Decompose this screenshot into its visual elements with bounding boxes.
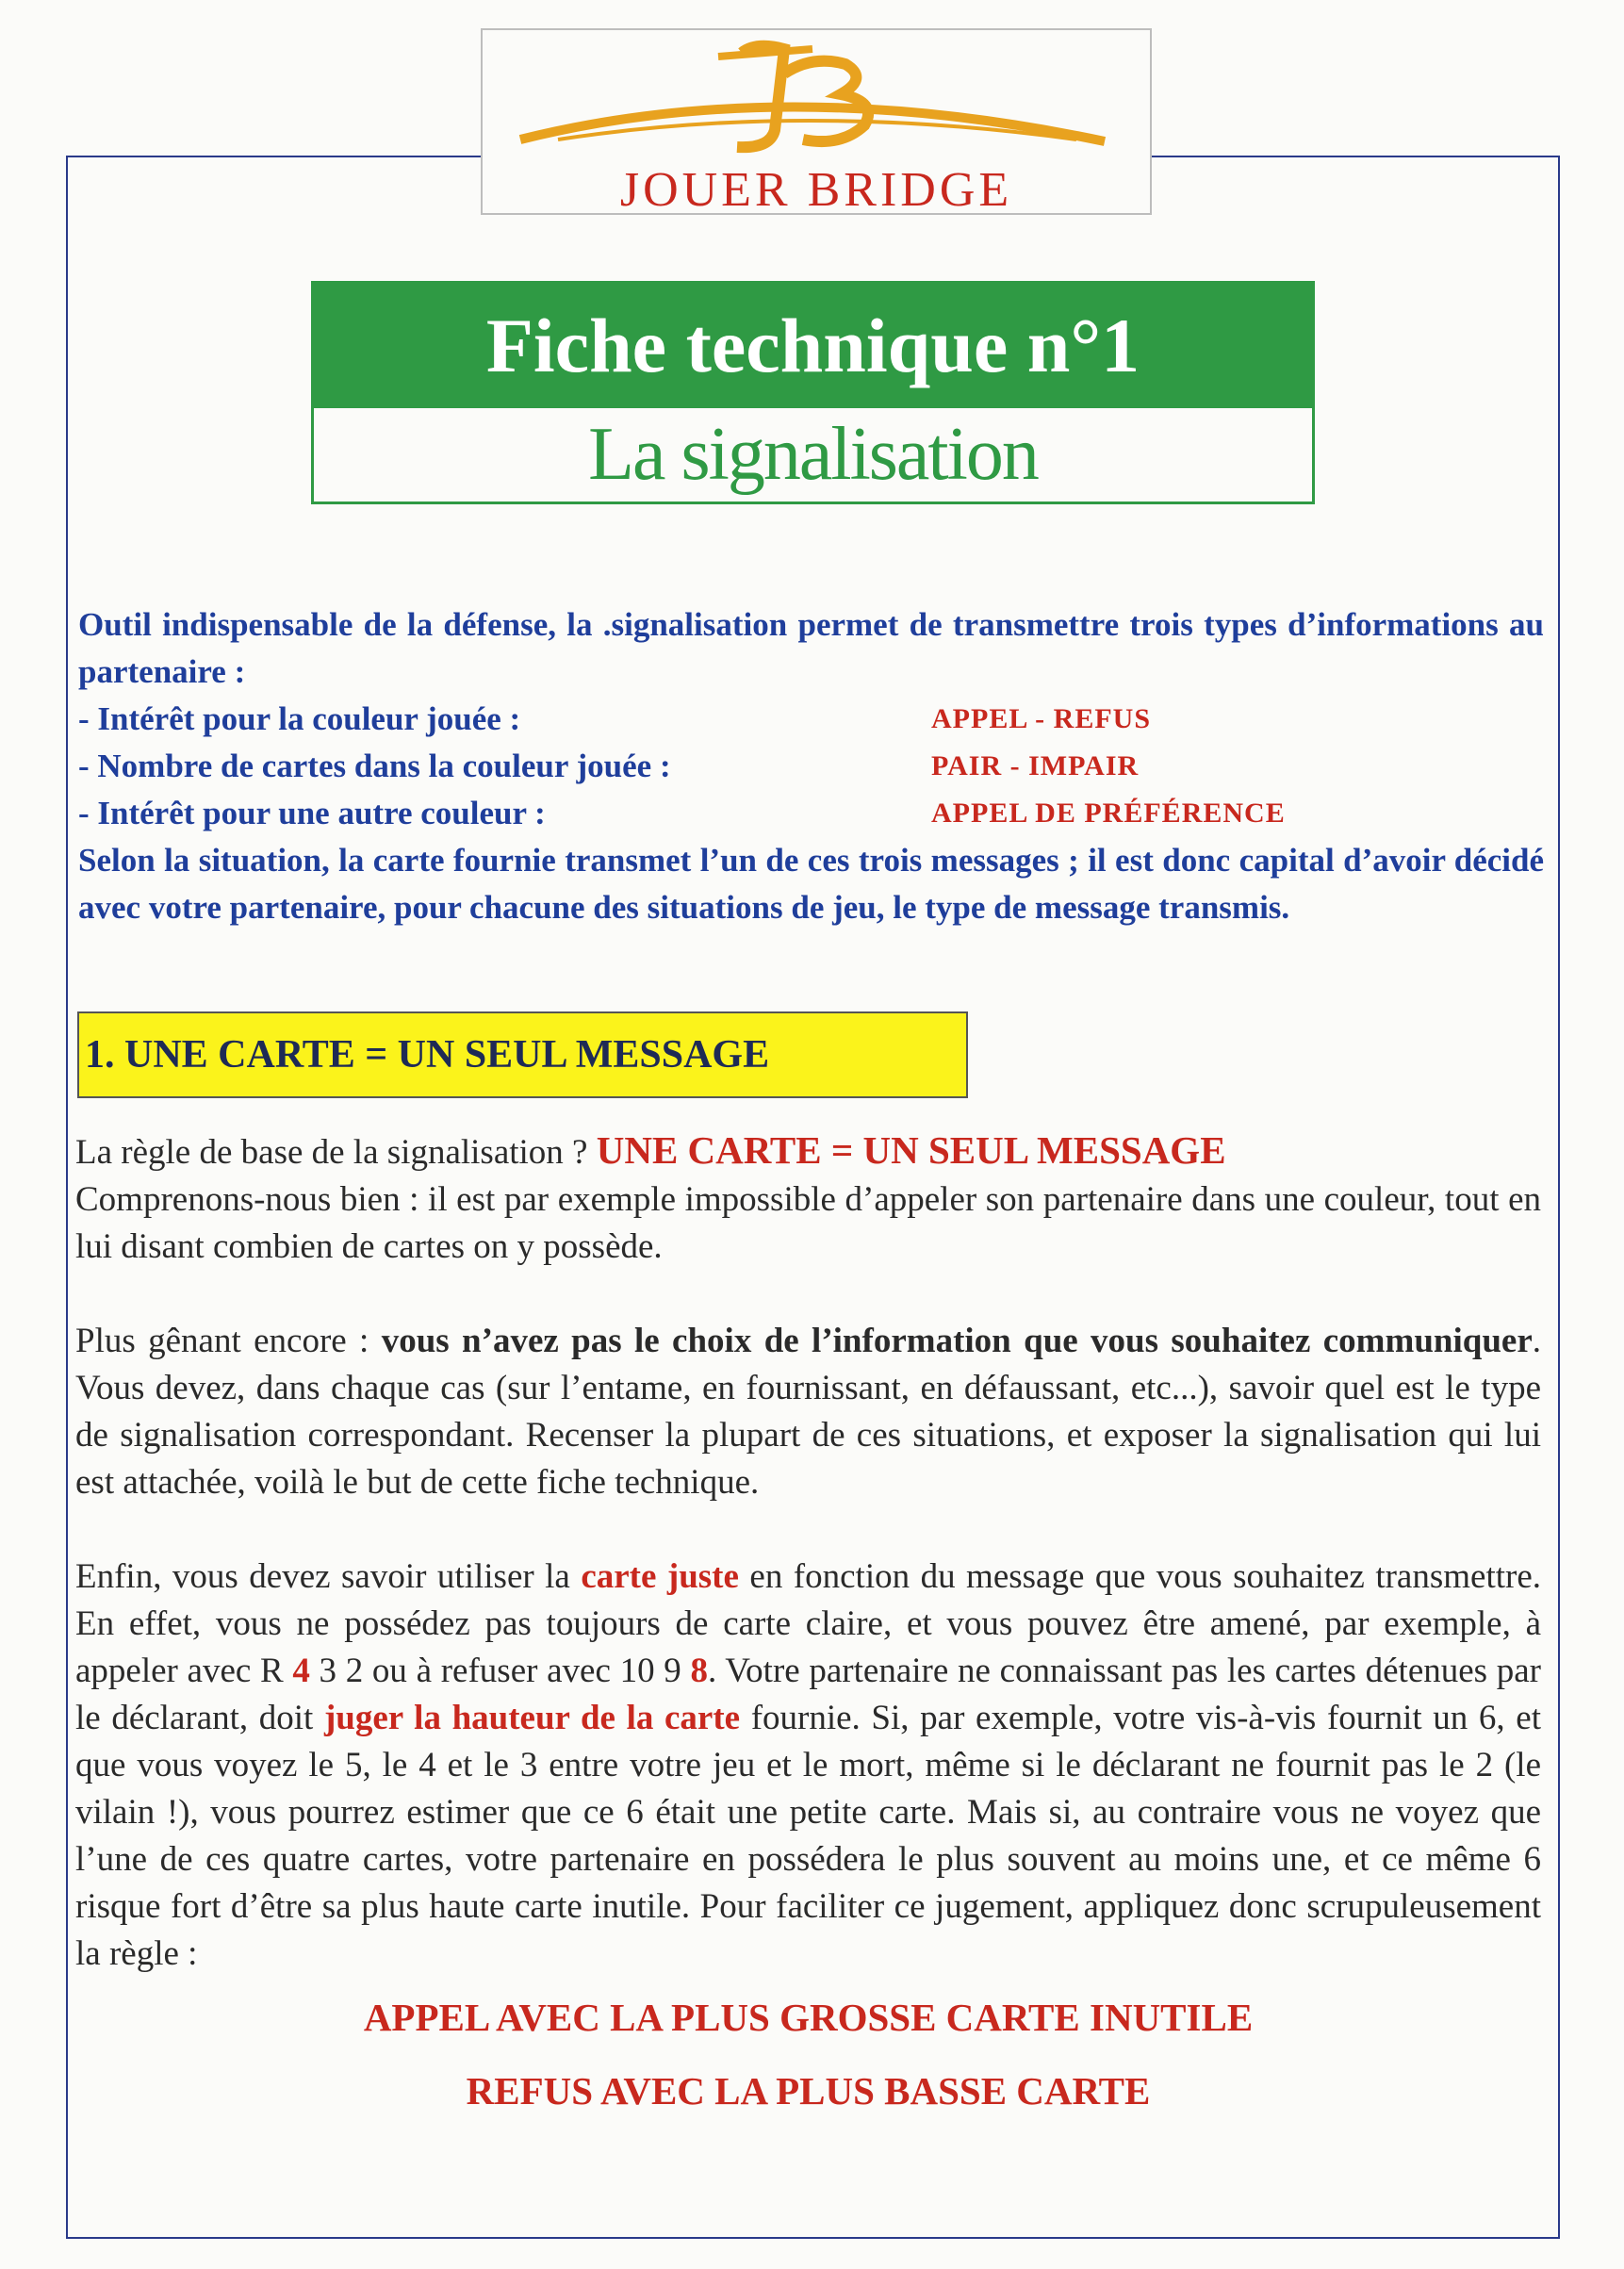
text-run: Plus gênant encore : <box>75 1322 382 1360</box>
text-run: 3 2 ou à refuser avec 10 9 <box>309 1652 691 1690</box>
list-item-label: - Intérêt pour la couleur jouée : <box>78 700 521 737</box>
logo <box>481 28 1152 215</box>
rule-refus: REFUS AVEC LA PLUS BASSE CARTE <box>466 2069 1151 2113</box>
list-item <box>78 743 1544 790</box>
logo-emblem-icon <box>501 36 1133 158</box>
intro-block <box>78 601 1544 931</box>
list-item-label: - Intérêt pour une autre couleur : <box>78 795 546 831</box>
text-run: . Vous devez, dans chaque cas (sur l’entame, en fournissant, en défaussant, etc...), savoir quel est le type de signalisation correspondant. Recenser la plupart de ces situations, et exposer la signalisation qui lui est attachée, voilà le but de cette fiche technique. <box>75 1322 1542 1502</box>
list-item-code: APPEL DE PRÉFÉRENCE <box>931 797 1286 829</box>
list-item-code: APPEL - REFUS <box>931 703 1152 734</box>
paragraph-right-card <box>75 1554 1541 1978</box>
paragraph-understand: Comprenons-nous bien : il est par exemple impossible d’appeler son partenaire dans une couleur, tout en lui disant combien de cartes on y possède. <box>75 1180 1541 1266</box>
section-body <box>75 1126 1541 2125</box>
list-item-label: - Nombre de cartes dans la couleur jouée : <box>78 748 671 784</box>
rule-lead: La règle de base de la signalisation ? <box>75 1133 597 1172</box>
page-title: Fiche technique n°1 <box>314 284 1312 408</box>
text-highlight: carte juste <box>581 1557 739 1596</box>
rule-statement <box>75 1126 1541 1176</box>
rule-appel: APPEL AVEC LA PLUS GROSSE CARTE INUTILE <box>363 1996 1254 2039</box>
intro-closing: Selon la situation, la carte fournie transmet l’un de ces trois messages ; il est donc capital d’avoir décidé avec votre partenaire, pour chacune des situations de jeu, le type de message transmis. <box>78 842 1544 926</box>
title-box <box>311 281 1315 504</box>
text-run: . Votre partenaire ne connaissant pas les cartes détenues par le déclarant, doit <box>75 1652 1541 1737</box>
text-run: Enfin, vous devez savoir utiliser la <box>75 1557 582 1596</box>
text-highlight: juger la hauteur de la carte <box>323 1699 741 1737</box>
rule-highlight: UNE CARTE = UN SEUL MESSAGE <box>596 1128 1226 1172</box>
logo-wordmark: JOUER BRIDGE <box>619 163 1013 217</box>
text-run: en fonction du message que vous souhaitez transmettre. En effet, vous ne possédez pas toujours de carte claire, et vous pouvez être amené, par exemple, à appeler avec R <box>75 1557 1541 1690</box>
list-item <box>78 790 1544 837</box>
intro-paragraph: Outil indispensable de la défense, la .signalisation permet de transmettre trois types d’informations au partenaire : <box>78 606 1544 690</box>
text-highlight: 4 <box>292 1652 310 1690</box>
list-item-code: PAIR - IMPAIR <box>931 750 1140 781</box>
text-emphasis: vous n’avez pas le choix de l’information que vous souhaitez communiquer <box>381 1322 1533 1360</box>
list-item <box>78 696 1544 743</box>
text-run: fournie. Si, par exemple, votre vis-à-vis fournit un 6, et que vous voyez le 5, le 4 et le 3 entre votre jeu et le mort, même si le déclarant ne fournit pas le 2 (le vilain !), vous pourrez estimer que ce 6 était une petite carte. Mais si, au contraire vous ne voyez que l’une de ces quatre cartes, votre partenaire en possédera le plus souvent au moins une, et ce même 6 risque fort d’être sa plus haute carte inutile. Pour faciliter ce jugement, appliquez donc scrupuleusement la règle : <box>75 1699 1541 1973</box>
page-subtitle: La signalisation <box>588 413 1038 496</box>
section-heading: 1. UNE CARTE = UN SEUL MESSAGE <box>77 1011 968 1098</box>
paragraph-choice <box>75 1318 1541 1506</box>
text-highlight: 8 <box>690 1652 708 1690</box>
